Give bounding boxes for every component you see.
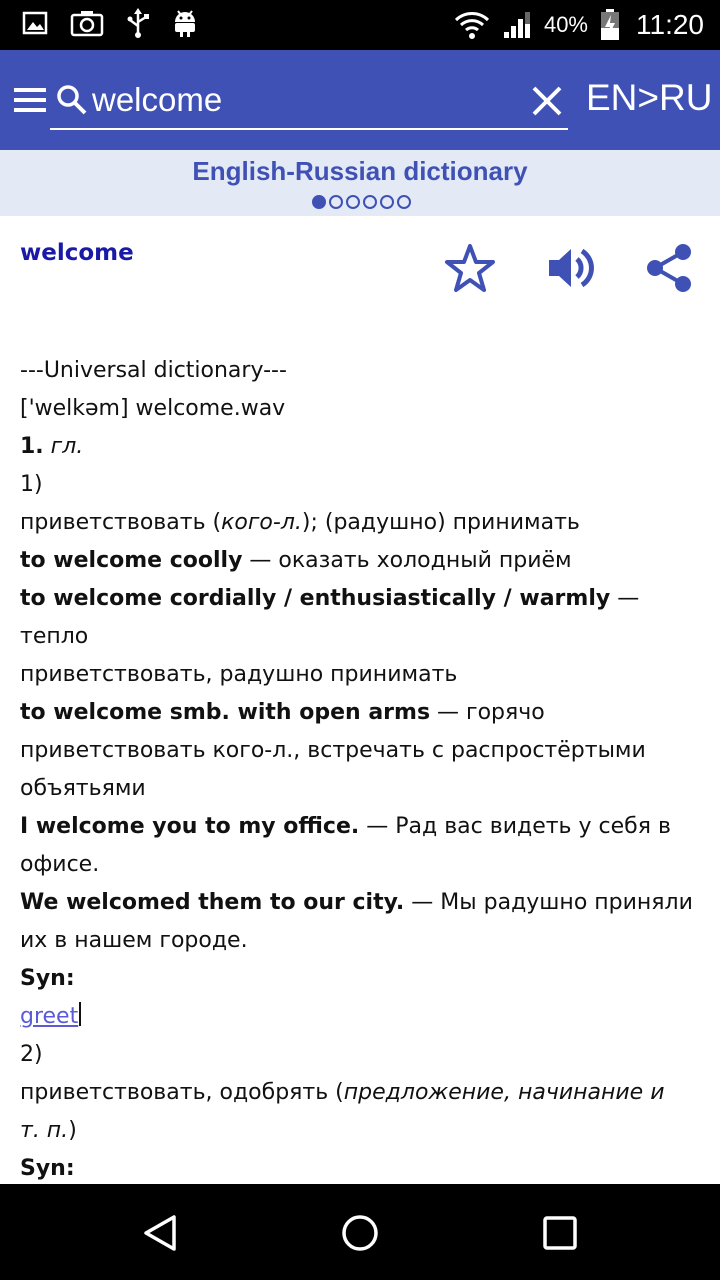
sense-definition-cont [20,1112,710,1150]
example-translation: — оказать холодный приём [242,548,572,573]
example-translation: — тепло [20,586,640,649]
sense-definition [20,504,710,542]
definition-text: приветствовать ( [20,510,222,535]
recents-icon [540,1213,580,1253]
favorite-button[interactable] [442,240,498,296]
definition-note: т. п. [20,1118,69,1143]
example-english: We welcomed them to our city. [20,890,405,915]
search-box[interactable] [50,72,568,130]
example-translation: — Рад вас видеть у себя в [359,814,671,839]
source-label: ---Universal dictionary--- [20,358,287,383]
search-input[interactable] [92,76,512,124]
example-translation-cont: приветствовать кого-л., встречать с распростёртыми [20,738,646,763]
example [20,542,710,580]
page-dot [346,195,360,209]
home-button[interactable] [335,1208,385,1258]
example [20,884,710,922]
sense-definition [20,1074,710,1112]
language-switch-button[interactable]: EN>RU [586,77,713,118]
signal-icon [502,10,532,40]
dictionary-selector[interactable] [0,150,720,216]
battery-icon [600,9,620,41]
example-translation-cont: их в нашем городе. [20,928,248,953]
example [20,694,710,732]
pronounce-button[interactable] [542,240,598,296]
usb-icon [126,8,150,38]
example-english: to welcome coolly [20,548,243,573]
back-icon [140,1213,180,1253]
android-icon [172,8,198,38]
page-dot [380,195,394,209]
definition-text: приветствовать, одобрять ( [20,1080,344,1105]
synonym-label [20,1150,710,1188]
search-icon [56,84,88,116]
dictionary-entry [20,352,710,1226]
headword: welcome [20,240,134,266]
battery-percent: 40% [543,12,588,37]
definition-note: предложение, начинание и [343,1080,665,1105]
share-icon [645,242,695,294]
camera-icon [70,9,104,37]
example-translation: — горячо [430,700,545,725]
recents-button[interactable] [535,1208,585,1258]
share-button[interactable] [642,240,698,296]
definition-text: ); (радушно) принимать [301,510,580,535]
speaker-icon [545,245,595,291]
page-dot [397,195,411,209]
synonym-label-text: Syn: [20,966,75,991]
synonym-label [20,960,710,998]
example [20,808,710,846]
app-bar [0,50,720,150]
home-icon [340,1213,380,1253]
synonym-line [20,998,710,1036]
example-english: I welcome you to my office. [20,814,360,839]
part-of-speech-line [20,428,710,466]
page-dot [312,195,326,209]
example-english: to welcome cordially / enthusiastically / warmly [20,586,611,611]
example-translation-cont: офисе. [20,852,100,877]
clock: 11:20 [636,9,704,40]
text-cursor [79,1002,81,1026]
wifi-icon [454,10,490,40]
menu-icon[interactable] [14,86,46,114]
example-translation-cont: приветствовать, радушно принимать [20,662,458,687]
example [20,580,710,656]
transcription: ['welkəm] welcome.wav [20,396,286,421]
synonym-link-greet[interactable]: greet [20,1004,79,1029]
page-indicator [312,195,411,209]
definition-text: ) [68,1118,77,1143]
clear-icon[interactable] [532,86,562,116]
example-english: to welcome smb. with open arms [20,700,431,725]
back-button[interactable] [135,1208,185,1258]
example-translation-cont: объятьями [20,776,146,801]
sense-number: 1) [20,472,43,497]
synonym-label-text: Syn: [20,1156,75,1181]
image-icon [22,10,48,36]
star-icon [444,243,496,293]
status-bar [0,0,720,50]
navigation-bar [0,1184,720,1280]
definition-note: кого-л. [221,510,302,535]
sense-number: 2) [20,1042,43,1067]
part-of-speech: гл. [50,434,84,459]
pos-number: 1. [20,434,44,459]
example-translation: — Мы радушно приняли [404,890,693,915]
page-dot [363,195,377,209]
page-dot [329,195,343,209]
dictionary-title: English-Russian dictionary [192,156,528,186]
